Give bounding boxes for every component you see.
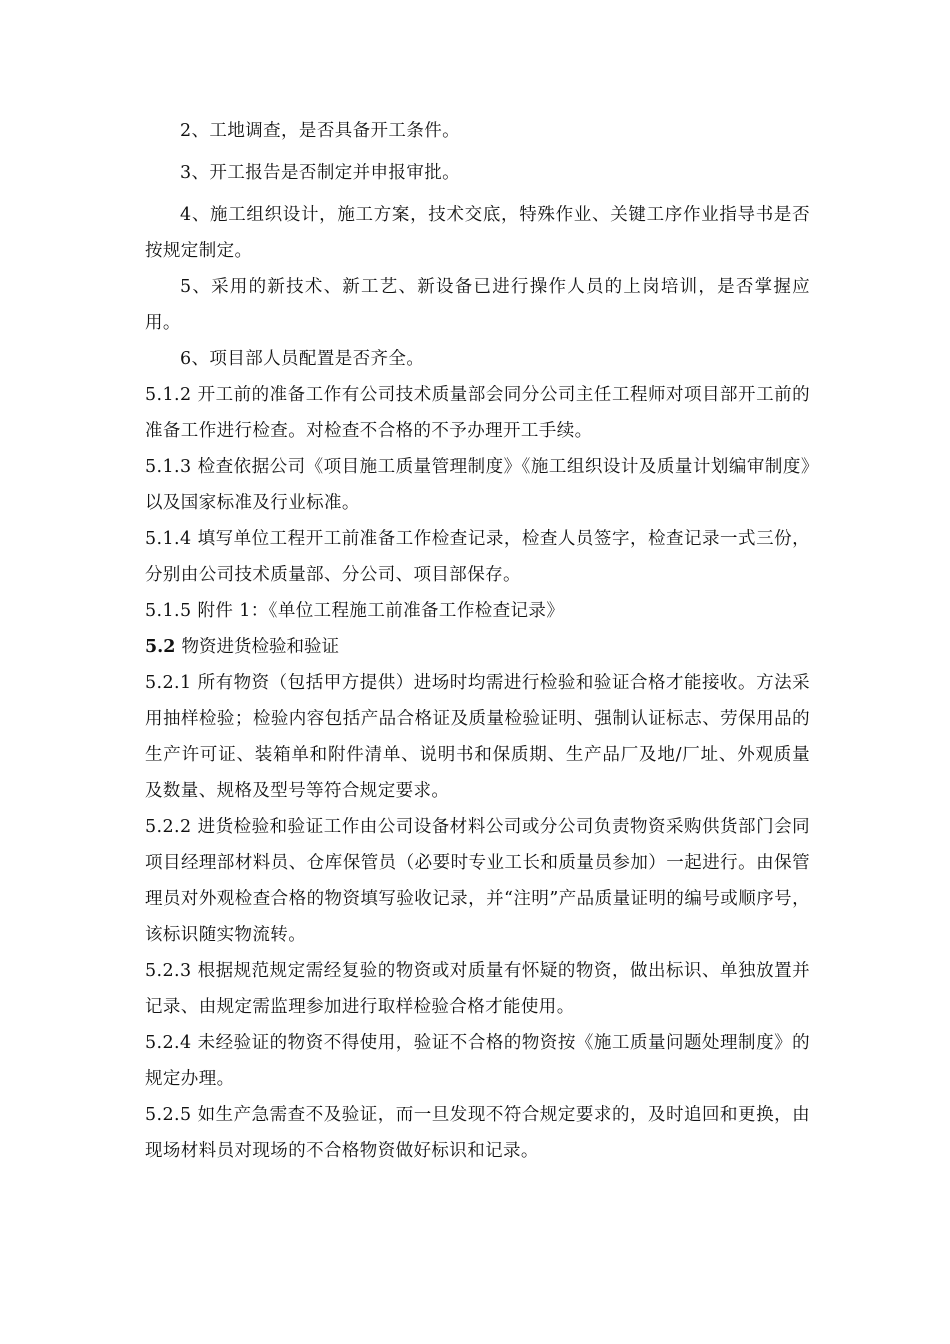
document-body: [145, 113, 810, 1169]
clause-5-2-4: 5.2.4 未经验证的物资不得使用，验证不合格的物资按《施工质量问题处理制度》的规定办理。: [145, 1033, 810, 1089]
clause-5-2-5: 5.2.5 如生产急需查不及验证，而一旦发现不符合规定要求的，及时追回和更换，由现场材料员对现场的不合格物资做好标识和记录。: [145, 1105, 810, 1161]
section-title: 物资进货检验和验证: [181, 637, 339, 657]
clause-5-1-4: 5.1.4 填写单位工程开工前准备工作检查记录，检查人员签字，检查记录一式三份，分别由公司技术质量部、分公司、项目部保存。: [145, 529, 810, 585]
list-item-5: 5、采用的新技术、新工艺、新设备已进行操作人员的上岗培训，是否掌握应用。: [145, 277, 810, 333]
clause-5-2-2: 5.2.2 进货检验和验证工作由公司设备材料公司或分公司负责物资采购供货部门会同项目经理部材料员、仓库保管员（必要时专业工长和质量员参加）一起进行。由保管理员对外观检查合格的物资填写验收记录，并“注明”产品质量证明的编号或顺序号，该标识随实物流转。: [145, 817, 810, 945]
list-item-6: 6、项目部人员配置是否齐全。: [180, 349, 425, 369]
clause-5-1-5: 5.1.5 附件 1：《单位工程施工前准备工作检查记录》: [145, 601, 565, 621]
list-item-4: 4、施工组织设计，施工方案，技术交底，特殊作业、关键工序作业指导书是否按规定制定。: [145, 205, 810, 261]
list-item-3: 3、开工报告是否制定并申报审批。: [180, 163, 461, 183]
section-number: 5.2: [145, 637, 176, 657]
clause-5-2-1: 5.2.1 所有物资（包括甲方提供）进场时均需进行检验和验证合格才能接收。方法采用抽样检验；检验内容包括产品合格证及质量检验证明、强制认证标志、劳保用品的生产许可证、装箱单和附件清单、说明书和保质期、生产品厂及地/厂址、外观质量及数量、规格及型号等符合规定要求。: [145, 673, 810, 801]
section-heading-5-2: [145, 629, 810, 665]
clause-5-1-3: 5.1.3 检查依据公司《项目施工质量管理制度》《施工组织设计及质量计划编审制度》以及国家标准及行业标准。: [145, 457, 810, 513]
list-item-2: 2、工地调查，是否具备开工条件。: [180, 121, 461, 141]
clause-5-1-2: 5.1.2 开工前的准备工作有公司技术质量部会同分公司主任工程师对项目部开工前的准备工作进行检查。对检查不合格的不予办理开工手续。: [145, 385, 810, 441]
clause-5-2-3: 5.2.3 根据规范规定需经复验的物资或对质量有怀疑的物资，做出标识、单独放置并记录、由规定需监理参加进行取样检验合格才能使用。: [145, 961, 810, 1017]
